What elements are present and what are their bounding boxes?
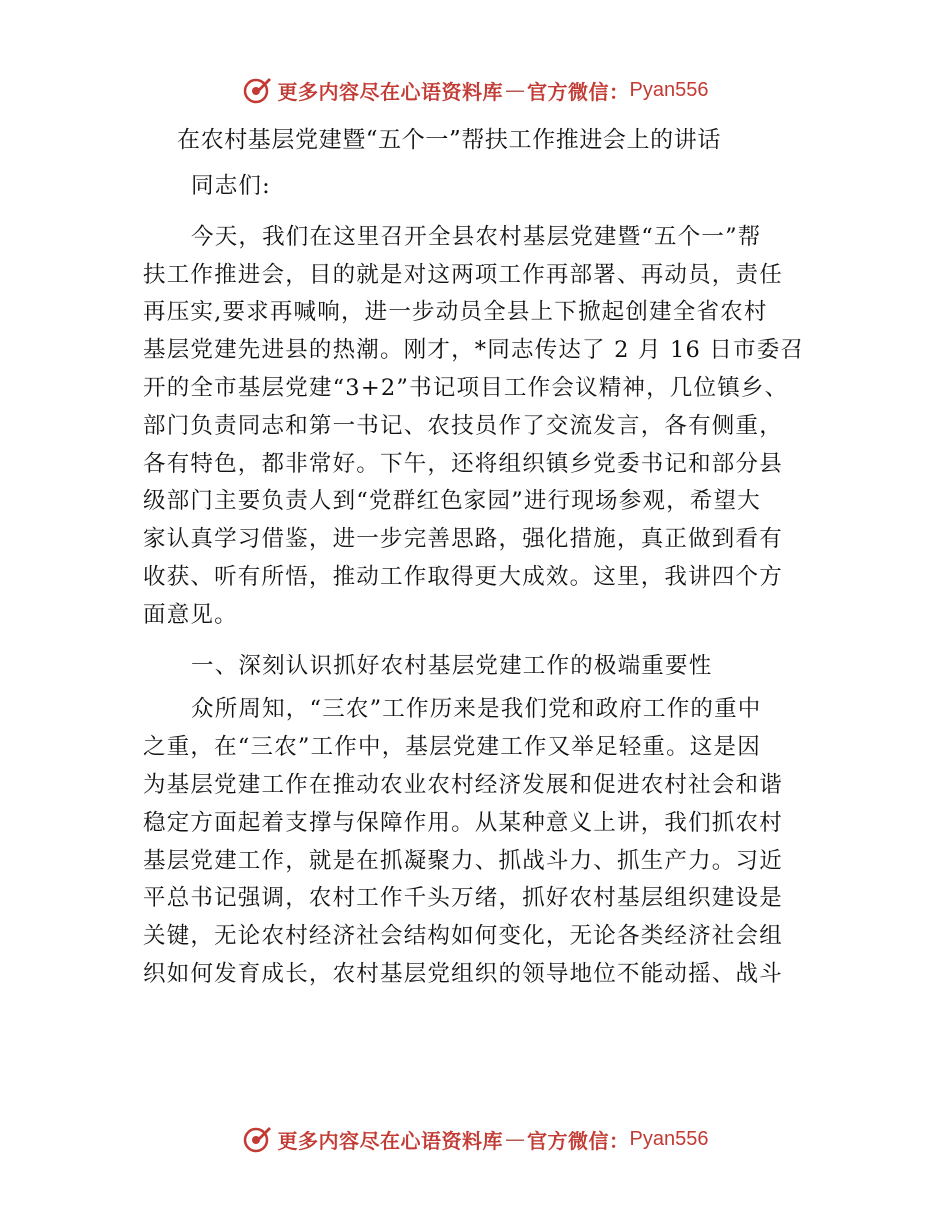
paragraph-line: 众所周知，“三农”工作历来是我们党和政府工作的重中 [191,696,762,723]
watermark-separator: — [505,1127,526,1151]
watermark-contact: 官方微信： [527,79,630,104]
document-body [143,118,833,994]
paragraph-line: 基层党建先进县的热潮。刚才，*同志传达了 2 月 16 日市委召 [143,337,805,364]
watermark-handle: Pyan556 [629,78,709,101]
paragraph-line: 扶工作推进会，目的就是对这两项工作再部署、再动员，责任 [143,261,783,288]
watermark-separator: — [505,78,526,102]
paragraph-1 [143,219,833,635]
paragraph-line: 基层党建工作，就是在抓凝聚力、抓战斗力、抓生产力。习近 [143,847,783,874]
paragraph-line: 开的全市基层党建“3+2”书记项目工作会议精神，几位镇乡、 [143,374,789,401]
document-title: 在农村基层党建暨“五个一”帮扶工作推进会上的讲话 [177,127,721,153]
salutation: 同志们: [191,173,271,199]
paragraph-line: 各有特色，都非常好。下午，还将组织镇乡党委书记和部分县 [143,450,783,477]
paragraph-line: 为基层党建工作在推动农业农村经济发展和促进农村社会和谐 [143,771,783,798]
paragraph-line: 稳定方面起着支撑与保障作用。从某种意义上讲，我们抓农村 [143,809,783,836]
watermark-handle: Pyan556 [629,1127,709,1150]
watermark-text: 更多内容尽在心语资料库 [277,79,504,104]
paragraph-2 [143,691,833,993]
paragraph-line: 关键，无论农村经济社会结构如何变化，无论各类经济社会组 [143,923,783,950]
paragraph-line: 家认真学习借鉴，进一步完善思路，强化措施，真正做到看有 [143,526,783,553]
paragraph-line: 再压实,要求再喊响，进一步动员全县上下掀起创建全省农村 [143,299,768,326]
paragraph-line: 部门负责同志和第一书记、农技员作了交流发言，各有侧重， [143,412,783,439]
pen-logo-icon [242,75,272,105]
paragraph-line: 平总书记强调，农村工作千头万绪，抓好农村基层组织建设是 [143,885,783,912]
paragraph-line: 级部门主要负责人到“党群红色家园”进行现场参观，希望大 [143,488,761,515]
watermark-banner-top [0,70,950,110]
watermark-contact: 官方微信： [527,1128,630,1153]
paragraph-line: 收获、听有所悟，推动工作取得更大成效。这里，我讲四个方 [143,563,783,590]
paragraph-line: 之重，在“三农”工作中，基层党建工作又举足轻重。这是因 [143,734,761,761]
paragraph-line: 今天，我们在这里召开全县农村基层党建暨“五个一”帮 [191,223,762,250]
watermark-text: 更多内容尽在心语资料库 [277,1128,504,1153]
paragraph-line: 织如何发育成长，农村基层党组织的领导地位不能动摇、战斗 [143,960,783,987]
section-heading: 一、深刻认识抓好农村基层党建工作的极端重要性 [191,652,713,679]
paragraph-line: 面意见。 [143,601,238,628]
pen-logo-icon [242,1124,272,1154]
watermark-banner-bottom [0,1119,950,1159]
